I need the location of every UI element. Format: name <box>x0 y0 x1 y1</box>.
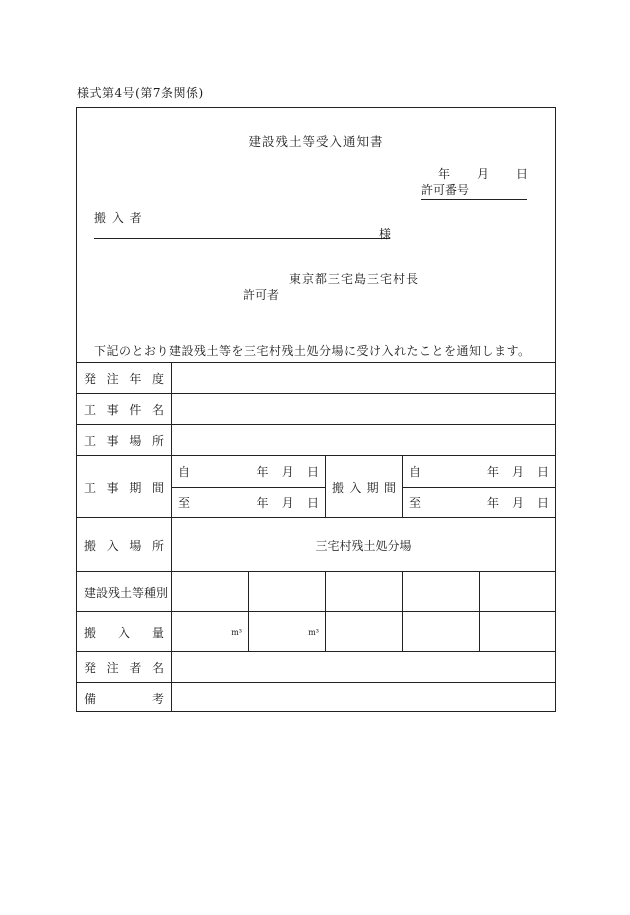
orderer-name-field[interactable] <box>172 652 555 683</box>
year-label: 年 <box>438 167 451 181</box>
carry-in-amount-field-5[interactable] <box>480 612 555 652</box>
work-place-label: 工 事 場 所 <box>84 434 164 448</box>
remarks-field[interactable] <box>172 683 555 713</box>
notice-text: 下記のとおり建設残土等を三宅村残土処分場に受け入れたことを通知します。 <box>94 344 531 358</box>
cubic-meter-unit: m³ <box>231 627 242 637</box>
carry-in-period-label: 搬 入 期 間 <box>332 480 396 495</box>
honorific-label: 様 <box>379 227 392 241</box>
permit-number-label: 許可番号 <box>421 183 470 197</box>
table-row <box>77 517 555 571</box>
order-year-field[interactable] <box>172 363 555 394</box>
carry-in-period-to[interactable]: 至 年 月 日 <box>409 496 549 510</box>
work-period-from[interactable]: 自 年 月 日 <box>178 465 319 479</box>
table-row <box>77 455 555 517</box>
carry-in-amount-field-2[interactable] <box>249 612 325 652</box>
carrier-name-field[interactable] <box>94 230 390 239</box>
carry-in-amount-field-4[interactable] <box>403 612 479 652</box>
table-row <box>77 611 555 651</box>
carrier-label: 搬 入 者 <box>94 211 143 225</box>
work-name-label: 工 事 件 名 <box>84 403 164 417</box>
orderer-name-label: 発 注 者 名 <box>84 661 164 675</box>
carry-in-amount-field-3[interactable] <box>326 612 402 652</box>
table-row <box>77 393 555 424</box>
month-label: 月 <box>476 167 489 181</box>
carry-in-place-label: 搬 入 場 所 <box>84 538 164 553</box>
permit-holder-label: 許可者 <box>243 288 280 302</box>
soil-type-field-4[interactable] <box>403 572 479 612</box>
issuer-title: 東京都三宅島三宅村長 <box>289 272 420 286</box>
table-row <box>77 424 555 455</box>
soil-type-field-2[interactable] <box>249 572 325 612</box>
soil-type-field-1[interactable] <box>172 572 248 612</box>
work-name-field[interactable] <box>172 394 555 425</box>
carry-in-amount-field-1[interactable] <box>172 612 248 652</box>
soil-type-field-5[interactable] <box>480 572 555 612</box>
order-year-label: 発 注 年 度 <box>84 372 164 386</box>
table-row <box>77 571 555 611</box>
notification-form <box>76 107 556 712</box>
carry-in-amount-label: 搬 入 量 <box>84 625 164 640</box>
table-row <box>77 651 555 682</box>
issue-date[interactable] <box>438 165 528 182</box>
carry-in-place-value: 三宅村残土処分場 <box>315 538 412 553</box>
remarks-label: 備 考 <box>84 691 164 706</box>
day-label: 日 <box>515 167 528 181</box>
table-row <box>77 682 555 712</box>
soil-type-field-3[interactable] <box>326 572 402 612</box>
form-title: 建設残土等受入通知書 <box>248 134 384 149</box>
form-number-label: 様式第4号(第7条関係) <box>77 86 204 100</box>
work-period-label: 工 事 期 間 <box>84 480 164 495</box>
permit-number-field[interactable] <box>421 181 527 200</box>
work-place-field[interactable] <box>172 425 555 456</box>
soil-type-label: 建設残土等種別 <box>84 585 169 600</box>
table-row <box>77 362 555 393</box>
work-period-to[interactable]: 至 年 月 日 <box>178 496 319 510</box>
carry-in-period-from[interactable]: 自 年 月 日 <box>409 465 549 479</box>
cubic-meter-unit: m³ <box>308 627 319 637</box>
